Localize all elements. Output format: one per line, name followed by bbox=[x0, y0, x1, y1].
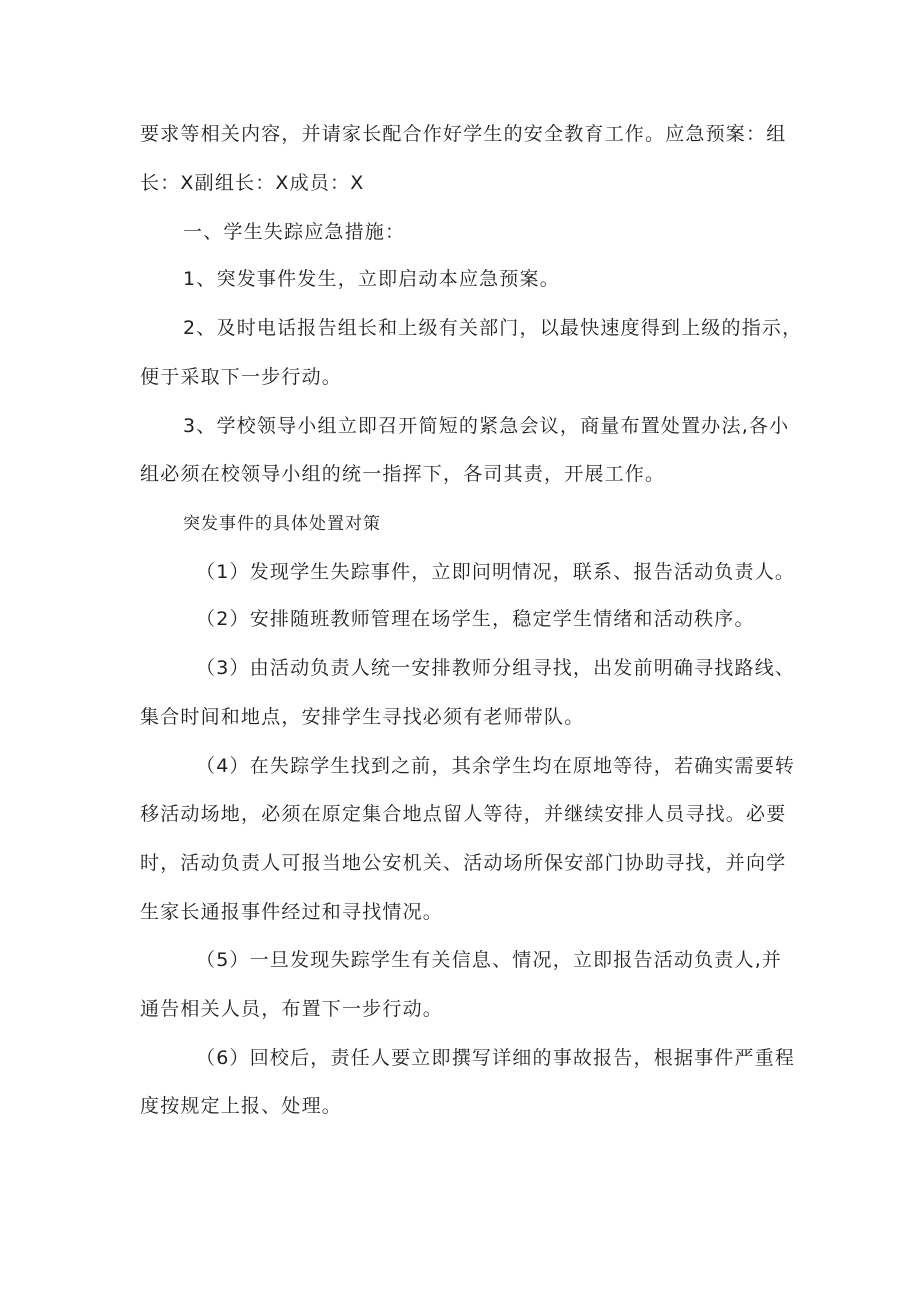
paragraph-line: 1、突发事件发生，立即启动本应急预案。 bbox=[183, 268, 560, 290]
section-heading: 一、学生失踪应急措施： bbox=[183, 221, 406, 243]
paragraph-line: 度按规定上报、处理。 bbox=[140, 1095, 343, 1117]
paragraph-line: 集合时间和地点，安排学生寻找必须有老师带队。 bbox=[140, 706, 585, 728]
paragraph-line: （3）由活动负责人统一安排教师分组寻找，出发前明确寻找路线、 bbox=[196, 657, 796, 679]
paragraph-line: 生家长通报事件经过和寻找情况。 bbox=[140, 901, 444, 923]
paragraph-line: 便于采取下一步行动。 bbox=[140, 366, 343, 388]
paragraph-line: 3、学校领导小组立即召开简短的紧急会议，商量布置处置办法,各小 bbox=[183, 415, 790, 437]
paragraph-line: 组必须在校领导小组的统一指挥下，各司其责，开展工作。 bbox=[140, 463, 666, 485]
paragraph-line: 2、及时电话报告组长和上级有关部门，以最快速度得到上级的指示， bbox=[183, 317, 803, 339]
subheading: 突发事件的具体处置对策 bbox=[183, 514, 381, 534]
paragraph-line: 通告相关人员，布置下一步行动。 bbox=[140, 998, 444, 1020]
paragraph-line: （4）在失踪学生找到之前，其余学生均在原地等待，若确实需要转 bbox=[196, 755, 796, 777]
paragraph-line: （2）安排随班教师管理在场学生，稳定学生情绪和活动秩序。 bbox=[196, 608, 755, 630]
paragraph-line: 要求等相关内容，并请家长配合作好学生的安全教育工作。应急预案：组 bbox=[140, 123, 787, 145]
paragraph-line: （6）回校后，责任人要立即撰写详细的事故报告，根据事件严重程 bbox=[196, 1047, 796, 1069]
paragraph-line: 长：X副组长：X成员：X bbox=[140, 172, 365, 194]
paragraph-line: （5）一旦发现失踪学生有关信息、情况，立即报告活动负责人,并 bbox=[196, 949, 783, 971]
paragraph-line: 移活动场地，必须在原定集合地点留人等待，并继续安排人员寻找。必要 bbox=[140, 803, 787, 825]
paragraph-line: （1）发现学生失踪事件，立即问明情况，联系、报告活动负责人。 bbox=[196, 561, 796, 583]
paragraph-line: 时，活动负责人可报当地公安机关、活动场所保安部门协助寻找，并向学 bbox=[140, 852, 787, 874]
